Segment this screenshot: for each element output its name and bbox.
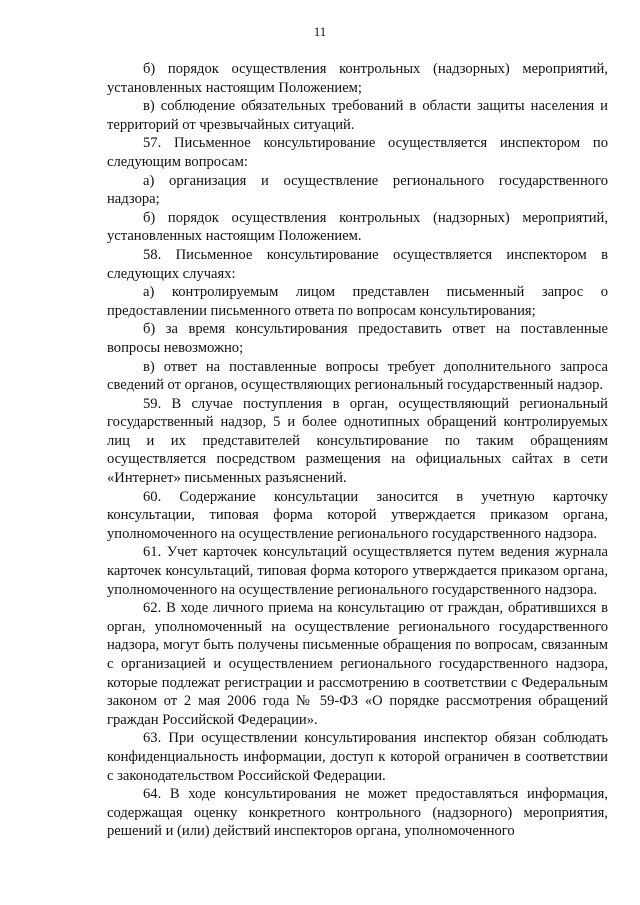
- paragraph-56b: б) порядок осуществления контрольных (надзорных) мероприятий, установленных настоящим Положением;: [107, 61, 608, 96]
- paragraph-58a: а) контролируемым лицом представлен письменный запрос о предоставлении письменного ответа по вопросам консультирования;: [107, 284, 608, 319]
- paragraph-64: 64. В ходе консультирования не может предоставляться информация, содержащая оценку конкретного контрольного (надзорного) мероприятия, решений и (или) действий инспекторов органа, уполномоченного: [107, 786, 608, 840]
- paragraph-63: 63. При осуществлении консультирования инспектор обязан соблюдать конфиденциальность информации, доступ к которой ограничен в соответствии с законодательством Российской Федерации.: [107, 730, 608, 784]
- paragraph-58: 58. Письменное консультирование осуществляется инспектором в следующих случаях:: [107, 246, 608, 282]
- paragraph-56c: в) соблюдение обязательных требований в области защиты населения и территорий от чрезвычайных ситуаций.: [107, 98, 608, 133]
- paragraph-57: 57. Письменное консультирование осуществляется инспектором по следующим вопросам:: [107, 135, 608, 170]
- paragraph-57a: а) организация и осуществление регионального государственного надзора;: [107, 172, 608, 208]
- paragraph-57b: б) порядок осуществления контрольных (надзорных) мероприятий, установленных настоящим Положением.: [107, 209, 608, 245]
- document-body: [107, 60, 608, 841]
- paragraph-61: 61. Учет карточек консультаций осуществляется путем ведения журнала карточек консультаций, типовая форма которого утверждается приказом органа, уполномоченного на осуществление регионального государственного надзора.: [107, 544, 608, 598]
- paragraph-60: 60. Содержание консультации заносится в учетную карточку консультации, типовая форма которой утверждается приказом органа, уполномоченного на осуществление регионального государственного надзора.: [107, 488, 608, 542]
- paragraph-58c: в) ответ на поставленные вопросы требует дополнительного запроса сведений от органов, осуществляющих региональный государственный надзор.: [107, 358, 608, 394]
- paragraph-58b: б) за время консультирования предоставить ответ на поставленные вопросы невозможно;: [107, 321, 608, 356]
- page-number: 11: [313, 24, 327, 39]
- paragraph-59: 59. В случае поступления в орган, осуществляющий региональный государственный надзор, 5 и более однотипных обращений контролируемых лиц и их представителей консультирование по таким обращениям осуществляется посредством размещения на официальных сайтах в сети «Интернет» письменных разъяснений.: [107, 395, 608, 487]
- paragraph-62: 62. В ходе личного приема на консультацию от граждан, обратившихся в орган, уполномоченный на осуществление регионального государственного надзора, могут быть получены письменные обращения по вопросам, связанным с организацией и осуществлением регионального государственного надзора, которые подлежат регистрации и рассмотрению в соответствии с Федеральным законом от 2 мая 2006 года № 59-ФЗ «О порядке рассмотрения обращений граждан Российской Федерации».: [107, 600, 608, 728]
